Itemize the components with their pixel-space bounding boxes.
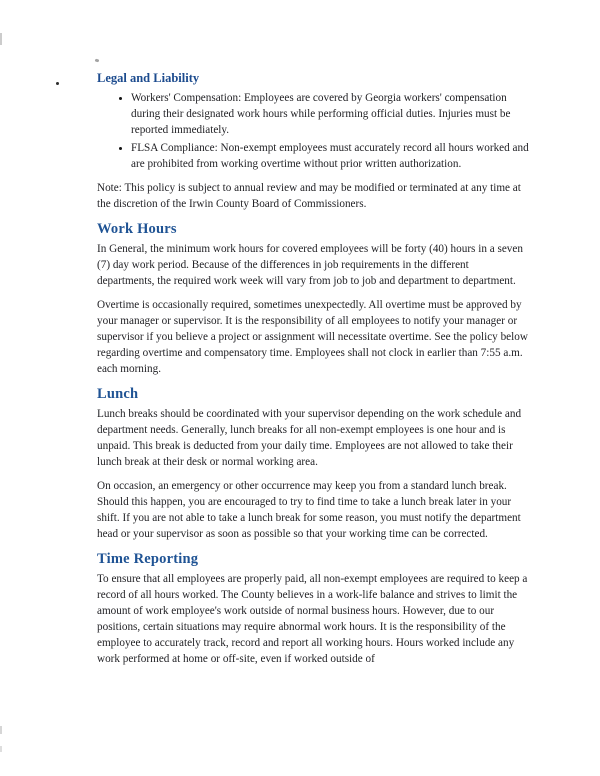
scan-speck-mark: [95, 58, 100, 62]
bullet-item-workers-compensation: • Workers' Compensation: Employees are covered by Georgia workers' compensation during their designated work hours while performing official duties. Injuries must be reported immediately.: [131, 90, 529, 138]
section-heading-lunch: Lunch: [97, 386, 139, 402]
section-heading-time-reporting: Time Reporting: [97, 551, 199, 567]
time-reporting-paragraph-1: To ensure that all employees are properly paid, all non-exempt employees are required to keep a record of all hours worked. The County believes in a work-life balance and strives to limit the amount of work employee's work outside of normal business hours. However, due to our positions, certain situations may require abnormal work hours. It is the responsibility of the employee to accurately track, record and report all working hours. Hours worked include any work performed at home or off-site, even if worked outside of: [97, 573, 528, 665]
work-hours-paragraph-1: In General, the minimum work hours for covered employees will be forty (40) hours in a seven (7) day work period. Because of the differences in job requirements in the different departments, the required work week will vary from job to job and department to department.: [97, 243, 523, 287]
section-heading-legal-and-liability: Legal and Liability: [97, 71, 200, 85]
legal-bullet-list: [97, 90, 529, 172]
section-heading-work-hours: Work Hours: [97, 221, 177, 237]
lunch-paragraph-2: On occasion, an emergency or other occurrence may keep you from a standard lunch break. Should this happen, you are encouraged to try to find time to take a lunch break later in your shift. If you are not able to take a lunch break for some reason, you must notify the department head or your supervisor as soon as possible so that your working time can be corrected.: [97, 480, 521, 540]
lunch-paragraph-1: Lunch breaks should be coordinated with your supervisor depending on the work schedule and department needs. Generally, lunch breaks for all non-exempt employees is one hour and is unpaid. This break is deducted from your daily time. Employees are not allowed to take their lunch break at their desk or normal working area.: [97, 408, 522, 468]
scan-dot-mark: [56, 82, 59, 85]
scan-edge-artifact: [0, 33, 2, 45]
document-content: [97, 70, 529, 675]
work-hours-paragraph-2: Overtime is occasionally required, sometimes unexpectedly. All overtime must be approved by your manager or supervisor. It is the responsibility of all employees to notify your manager or supervisor if you believe a project or assignment will necessitate overtime. See the policy below regarding overtime and compensatory time. Employees shall not clock in earlier than 7:55 a.m. each morning.: [97, 299, 528, 375]
scan-edge-artifact: [0, 746, 2, 752]
scan-edge-artifact: [0, 726, 2, 734]
bullet-item-flsa-compliance: • FLSA Compliance: Non-exempt employees must accurately record all hours worked and are prohibited from working overtime without prior written authorization.: [131, 140, 529, 172]
note-paragraph: Note: This policy is subject to annual review and may be modified or terminated at any time at the discretion of the Irwin County Board of Commissioners.: [97, 182, 521, 210]
